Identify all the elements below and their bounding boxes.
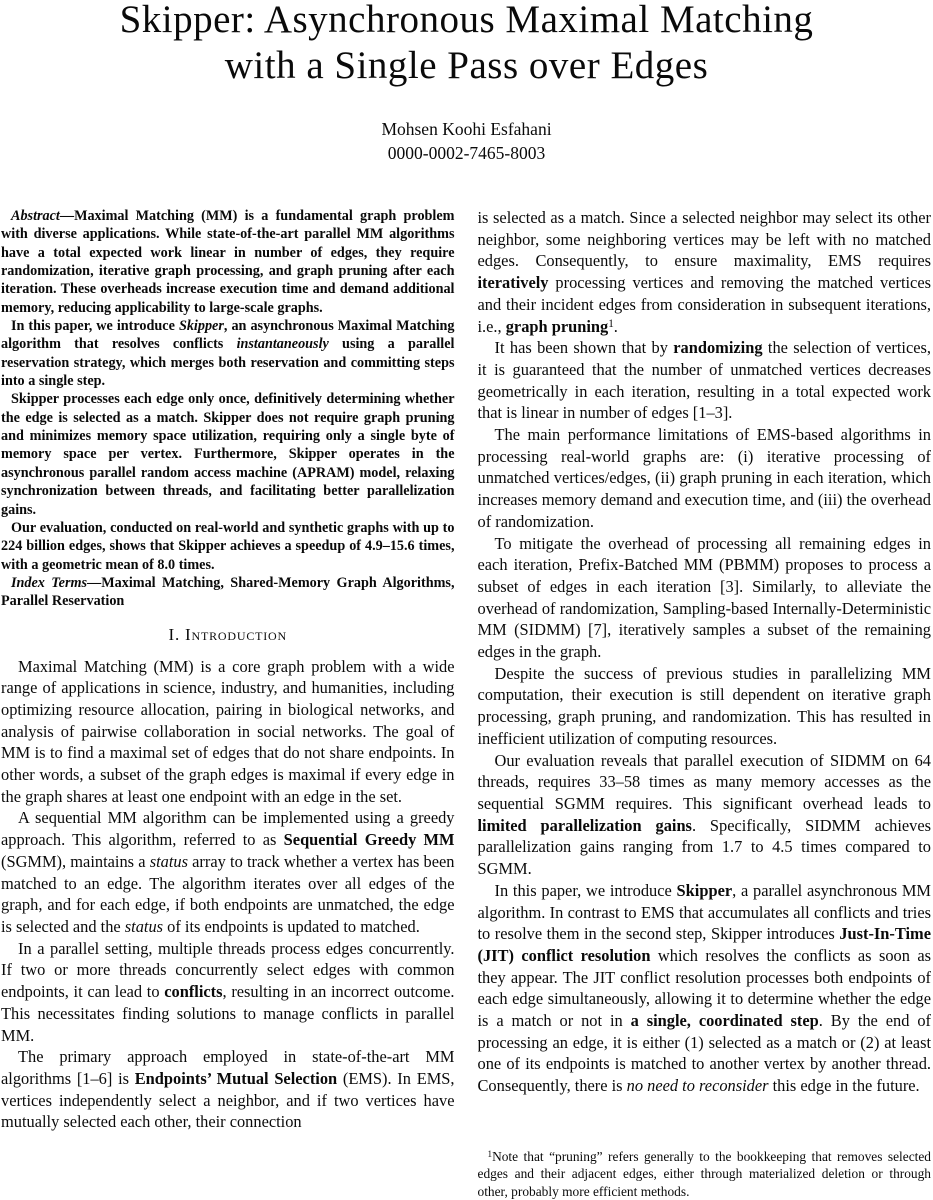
index-terms: Index Terms—Maximal Matching, Shared-Memory Graph Algorithms, Parallel Reservation: [1, 574, 455, 610]
abstract-paragraph: Skipper processes each edge only once, definitively determining whether the edge is selected as a match. Skipper does not require graph pruning and minimizes memory space utilization, requiring only a single byte of memory space per vertex. Furthermore, Skipper operates in the asynchronous parallel random access machine (APRAM) model, relaxing synchronization between threads, and facilitating better parallelization gains.: [1, 391, 455, 518]
column-right: [478, 207, 932, 1200]
paper-title: [0, 0, 933, 89]
body-paragraph: Our evaluation reveals that parallel execution of SIDMM on 64 threads, requires 33–58 times as many memory accesses as the sequential SGMM requires. This significant overhead leads to limited parallelization gains. Specifically, SIDMM achieves parallelization gains ranging from 1.7 to 4.5 times compared to SGMM.: [477, 750, 931, 879]
abstract-paragraph: Our evaluation, conducted on real-world and synthetic graphs with up to 224 billion edges, shows that Skipper achieves a speedup of 4.9–15.6 times, with a geometric mean of 8.0 times.: [1, 519, 455, 573]
author-orcid: 0000-0002-7465-8003: [387, 143, 546, 163]
column-left: [1, 207, 455, 1200]
abstract-paragraph: In this paper, we introduce Skipper, an asynchronous Maximal Matching algorithm that resolves conflicts instantaneously using a parallel reservation strategy, which merges both reservation and committing steps into a single step.: [1, 318, 455, 390]
author-block: [0, 117, 933, 165]
body-paragraph: To mitigate the overhead of processing all remaining edges in each iteration, Prefix-Batched MM (PBMM) proposes to process a subset of edges in each iteration [3]. Similarly, to alleviate the overhead of randomization, Sampling-based Internally-Deterministic MM (SIDMM) [7], iteratively samples a subset of the remaining edges in the graph.: [477, 533, 931, 662]
intro-paragraph: A sequential MM algorithm can be implemented using a greedy approach. This algorithm, referred to as Sequential Greedy MM (SGMM), maintains a status array to track whether a vertex has been matched to an edge. The algorithm iterates over all edges of the graph, and for each edge, if both endpoints are unmatched, the edge is selected and the status of its endpoints is updated to matched.: [1, 808, 455, 936]
body-paragraph: Despite the success of previous studies in parallelizing MM computation, their execution is still dependent on iterative graph processing, graph pruning, and randomization. This has resulted in inefficient utilization of computing resources.: [477, 663, 931, 748]
intro-paragraph: The primary approach employed in state-of-the-art MM algorithms [1–6] is Endpoints’ Mutual Selection (EMS). In EMS, vertices independently select a neighbor, and if two vertices have mutually selected each other, their connection: [1, 1047, 455, 1132]
intro-paragraph: In a parallel setting, multiple threads process edges concurrently. If two or more threads concurrently select edges with common endpoints, it can lead to conflicts, resulting in an incorrect outcome. This necessitates finding solutions to manage conflicts in parallel MM.: [1, 938, 455, 1045]
paper-title-line-1: Skipper: Asynchronous Maximal Matching: [119, 0, 814, 41]
section-heading-introduction: I. Introduction: [168, 624, 287, 644]
introduction-continued: [478, 207, 932, 1097]
abstract-paragraph: Abstract—Maximal Matching (MM) is a fundamental graph problem with diverse applications. While state-of-the-art parallel MM algorithms have a total expected work linear in number of edges, they require randomization, iterative graph processing, and graph pruning after each iteration. These overheads increase execution time and demand additional memory, reducing applicability to large-scale graphs.: [1, 208, 455, 316]
two-column-body: [0, 207, 933, 1200]
footnote: $^1$Note that “pruning” refers generally to the bookkeeping that removes selected edges and their adjacent edges, either through materialized deletion or through other, probably more efficient methods.: [477, 1148, 931, 1199]
paper-title-line-2: with a Single Pass over Edges: [224, 44, 709, 87]
body-paragraph: The main performance limitations of EMS-based algorithms in processing real-world graphs are: (i) iterative processing of unmatched vertices/edges, (ii) graph pruning in each iteration, which increases memory demand and execution time, and (iii) the overhead of randomization.: [477, 425, 931, 531]
body-paragraph: In this paper, we introduce Skipper, a parallel asynchronous MM algorithm. In contrast to EMS that accumulates all conflicts and tries to resolve them in the second step, Skipper introduces Just-In-Time (JIT) conflict resolution which resolves the conflicts as soon as they appear. The JIT conflict resolution processes both endpoints of each edge simultaneously, allowing it to determine whether the edge is a match or not in a single, coordinated step. By the end of processing an edge, it is either (1) selected as a match or (2) at least one of its endpoints is matched to another vertex by another thread. Consequently, there is no need to reconsider this edge in the future.: [477, 880, 931, 1096]
author-name: Mohsen Koohi Esfahani: [381, 119, 552, 139]
body-paragraph: It has been shown that by randomizing the selection of vertices, it is guaranteed that the number of unmatched vertices decreases geometrically in each iteration, resulting in a total expected work that is linear in number of edges [1–3].: [477, 338, 931, 423]
body-paragraph: is selected as a match. Since a selected neighbor may select its other neighbor, some neighboring vertices may be left with no matched edges. Consequently, to ensure maximality, EMS requires iteratively processing vertices and removing the matched vertices and their incident edges from consideration in subsequent iterations, i.e., graph pruning$^1$.: [477, 208, 931, 336]
introduction-section: [1, 656, 455, 1133]
abstract-section: [1, 207, 455, 611]
intro-paragraph: Maximal Matching (MM) is a core graph problem with a wide range of applications in science, industry, and humanities, including optimizing resource allocation, pairing in biological networks, and analysis of pairwise collaboration in social networks. The goal of MM is to find a maximal set of edges that do not share endpoints. In other words, a subset of the graph edges is maximal if every edge in the graph shares at least one endpoint with an edge in the set.: [1, 656, 455, 806]
